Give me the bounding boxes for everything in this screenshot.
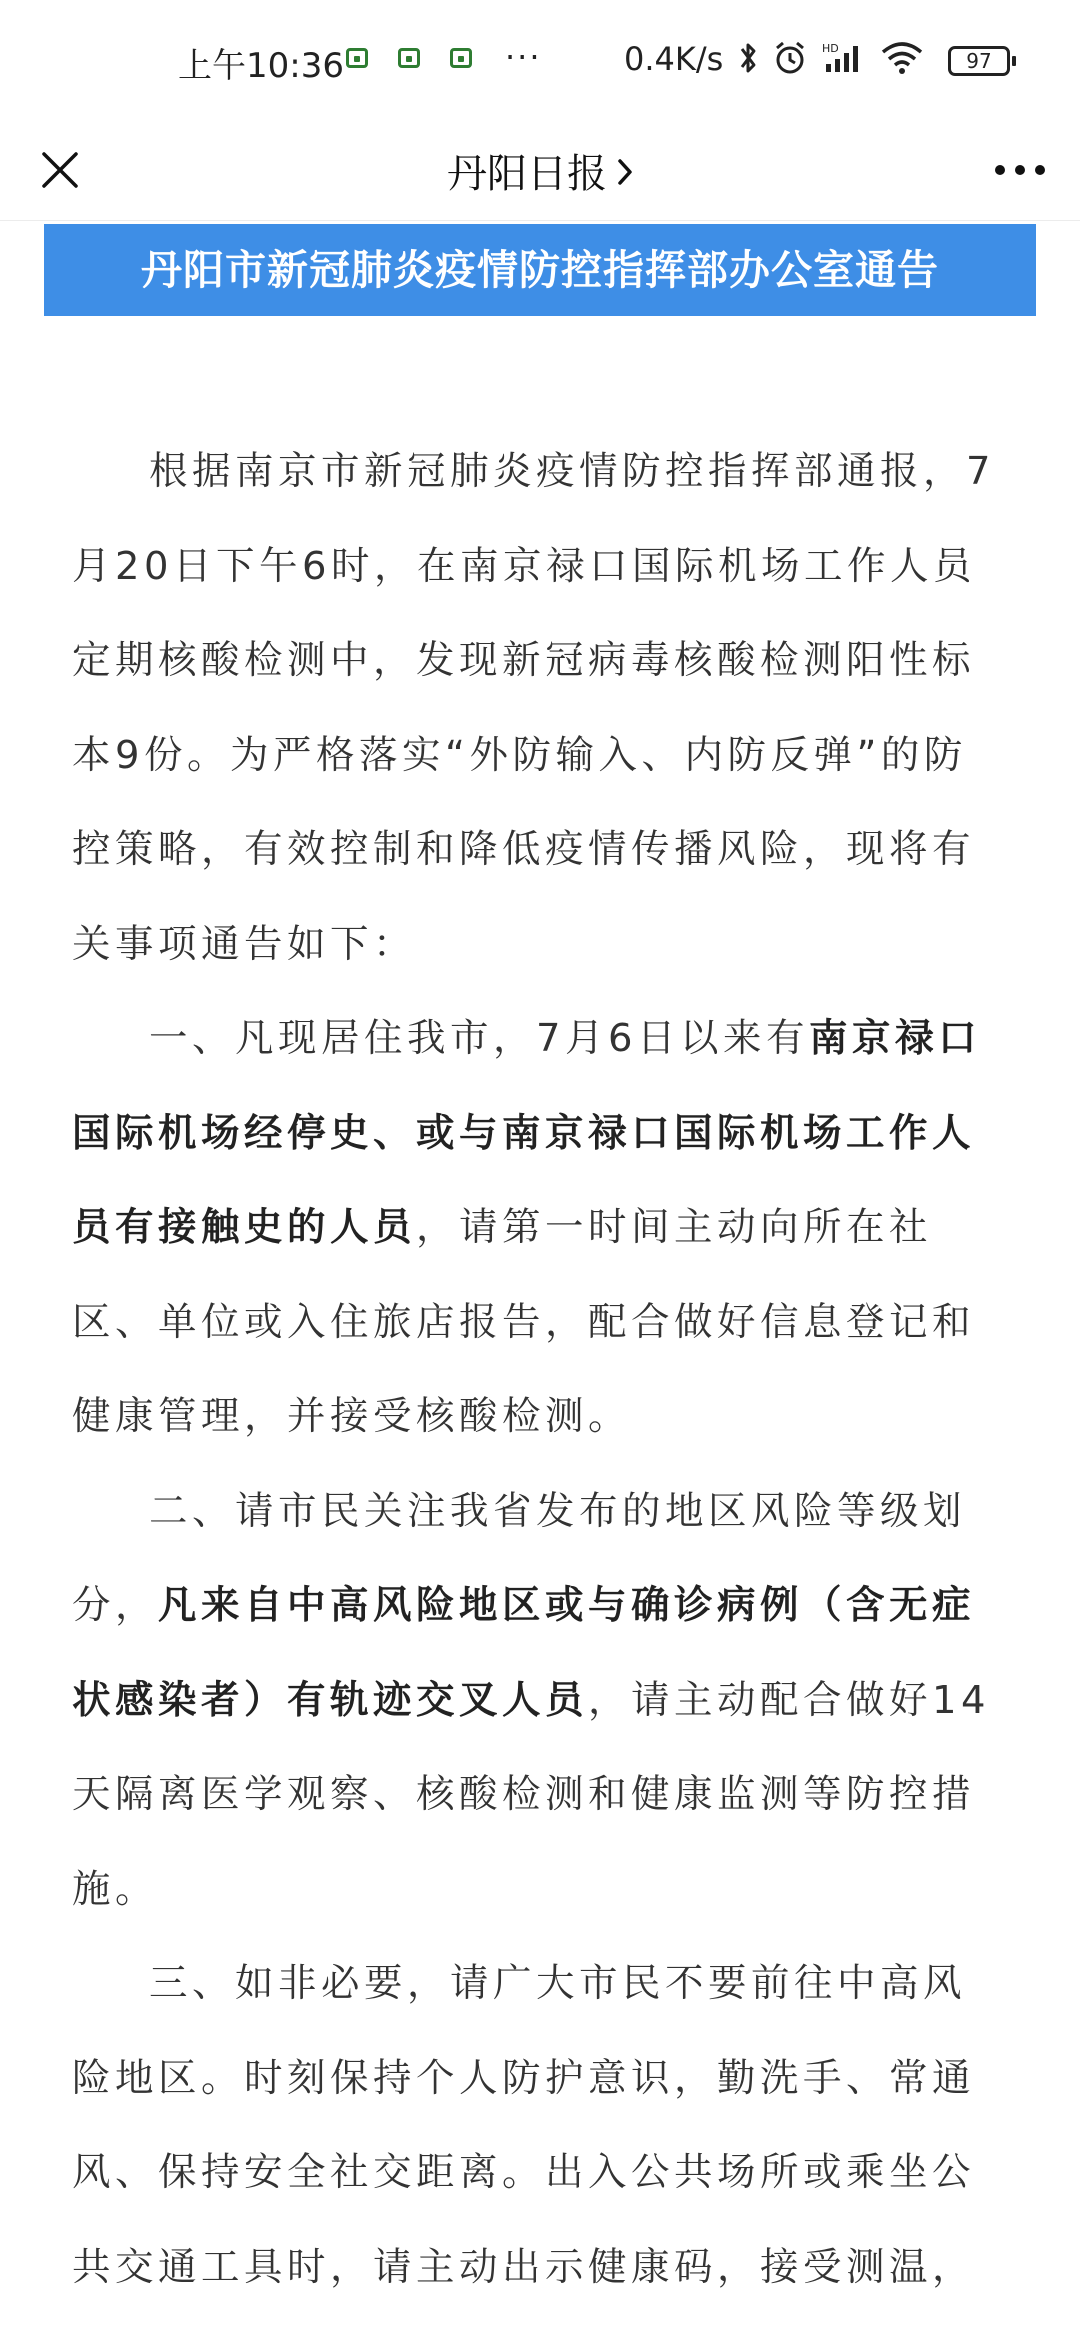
- notification-icons: [346, 48, 472, 68]
- notice-title-banner: 丹阳市新冠肺炎疫情防控指挥部办公室通告: [44, 224, 1036, 316]
- network-speed: 0.4K/s: [624, 40, 724, 78]
- status-bar: [0, 0, 1080, 120]
- wifi-icon: [880, 40, 924, 76]
- more-menu-button[interactable]: [988, 138, 1052, 202]
- paragraph-item-2: [72, 1465, 1008, 1938]
- paragraph-text: 二、请市民关注我省发布的地区风险等级划分，: [72, 1488, 967, 1628]
- article-body: [72, 425, 1008, 2315]
- account-title[interactable]: [0, 142, 1080, 199]
- hd-signal-icon: [822, 40, 866, 76]
- title-bar: [0, 120, 1080, 221]
- status-time: 上午10:36: [178, 46, 344, 86]
- more-notifications-icon: ···: [505, 38, 542, 76]
- bluetooth-icon: [738, 40, 758, 76]
- paragraph-item-1: [72, 992, 1008, 1465]
- app-notification-icon: [450, 48, 472, 68]
- chevron-right-icon: [617, 150, 633, 196]
- paragraph-intro: 根据南京市新冠肺炎疫情防控指挥部通报，7月20日下午6时，在南京禄口国际机场工作人员定期核酸检测中，发现新冠病毒核酸检测阳性标本9份。为严格落实“外防输入、内防反弹”的防控策略，有效控制和降低疫情传播风险，现将有关事项通告如下：: [72, 449, 995, 967]
- battery-icon: 97: [948, 46, 1010, 76]
- paragraph-text: 一、凡现居住我市，7月6日以来有: [149, 1016, 809, 1061]
- app-notification-icon: [346, 48, 368, 68]
- emphasis-text: 南京禄口国际机场经停史、或与南京禄口国际机场工作人员有接触史的人员: [72, 1016, 982, 1250]
- alarm-icon: [772, 40, 808, 76]
- paragraph-text: ，请第一时间主动向所在社区、单位或入住旅店报告，配合做好信息登记和健康管理，并接受核酸检测。: [72, 1205, 976, 1439]
- system-icons: [738, 40, 924, 76]
- emphasis-text: 凡来自中高风险地区或与确诊病例（含无症状感染者）有轨迹交叉人员: [72, 1583, 976, 1723]
- account-name: 丹阳日报: [447, 151, 607, 197]
- more-dots-icon: [994, 164, 1046, 176]
- paragraph-text: ，请主动配合做好14天隔离医学观察、核酸检测和健康监测等防控措施。: [72, 1677, 991, 1912]
- svg-text:HD: HD: [822, 42, 839, 55]
- paragraph-item-3: 三、如非必要，请广大市民不要前往中高风险地区。时刻保持个人防护意识，勤洗手、常通风、保持安全社交距离。出入公共场所或乘坐公共交通工具时，请主动出示健康码，接受测温，: [72, 1961, 976, 2290]
- app-notification-icon: [398, 48, 420, 68]
